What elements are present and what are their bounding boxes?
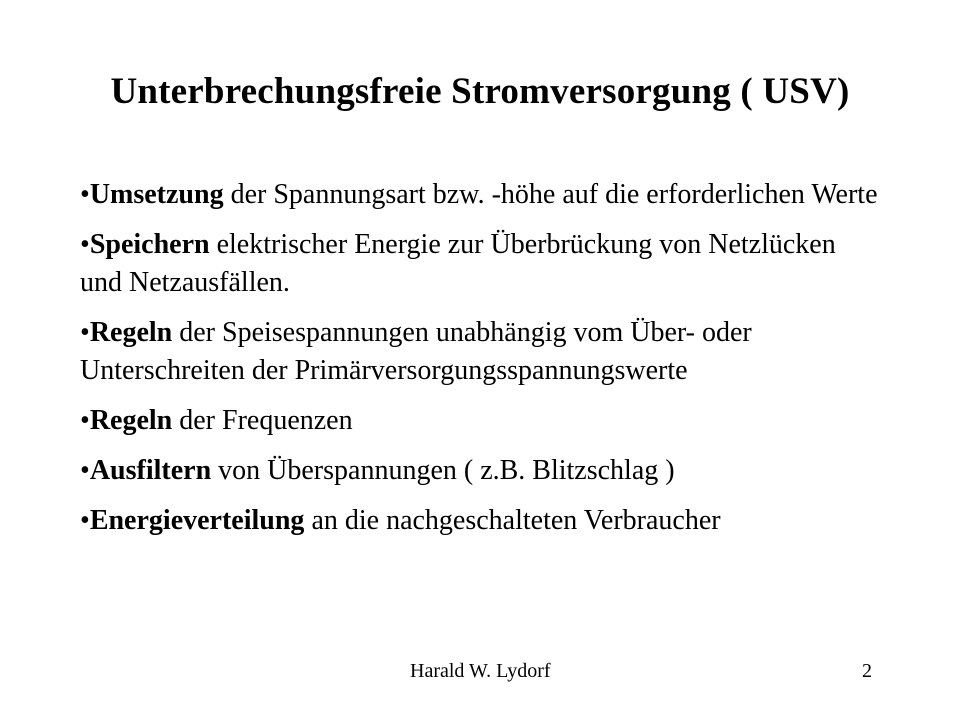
bullet-item: [80, 402, 880, 440]
bullet-list: [80, 176, 880, 552]
page-number: 2: [862, 660, 872, 682]
bullet-keyword: Speichern: [89, 229, 210, 260]
bullet-item: [80, 314, 880, 390]
bullet-keyword: Umsetzung: [89, 179, 224, 210]
bullet-keyword: Ausfiltern: [89, 455, 212, 486]
slide-title: Unterbrechungsfreie Stromversorgung ( USV): [110, 71, 850, 112]
bullet-item: [80, 502, 880, 540]
footer-author: Harald W. Lydorf: [410, 660, 551, 682]
bullet-dot: •: [80, 179, 90, 210]
bullet-keyword: Regeln: [89, 317, 173, 348]
bullet-dot: •: [80, 317, 90, 348]
bullet-dot: •: [80, 229, 90, 260]
bullet-keyword: Energieverteilung: [89, 505, 305, 536]
bullet-keyword: Regeln: [89, 405, 173, 436]
bullet-text: von Überspannungen ( z.B. Blitzschlag ): [211, 455, 675, 486]
bullet-text: an die nachgeschalteten Verbraucher: [304, 505, 721, 536]
bullet-text: der Spannungsart bzw. -höhe auf die erforderlichen Werte: [223, 179, 878, 210]
bullet-dot: •: [80, 455, 90, 486]
bullet-text: der Frequenzen: [172, 405, 353, 436]
bullet-text: elektrischer Energie zur Überbrückung von Netzlücken und Netzausfällen.: [80, 229, 836, 298]
bullet-dot: •: [80, 505, 90, 536]
bullet-dot: •: [80, 405, 90, 436]
bullet-item: [80, 226, 880, 302]
bullet-item: [80, 176, 880, 214]
bullet-item: [80, 452, 880, 490]
bullet-text: der Speisespannungen unabhängig vom Über- oder Unterschreiten der Primärversorgungsspannungswerte: [80, 317, 752, 386]
